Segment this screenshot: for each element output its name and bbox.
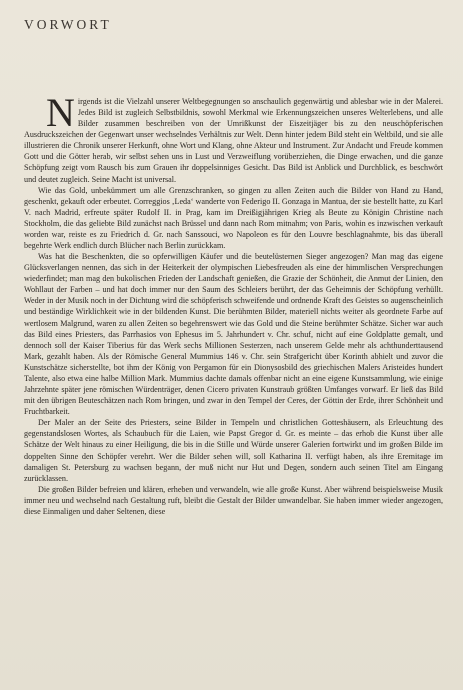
paragraph-1 bbox=[24, 90, 443, 185]
paragraph-2: Wie das Gold, unbekümmert um alle Grenzschranken, so gingen zu allen Zeiten auch die Bilder von Hand zu Hand, geschenkt, gekauft oder erbeutet. Correggios ‚Leda‘ wanderte von Federigo II. Gonzaga in Mantua, der sie bestellt hatte, zu Karl V. nach Madrid, erfreute später Rudolf II. in Prag, kam im Dreißigjährigen Krieg als Beute zu Königin Christine nach Stockholm, die das geliebte Bild zunächst nach Brüssel und dann nach Rom mitnahm; von Paris, wohin es inzwischen verkauft worden war, reiste es zu Friedrich d. Gr. nach Sanssouci, wo Napoleon es für den Louvre beschlagnahmte, bis das überall begehrte Werk endlich durch Blücher nach Berlin zurückkam. bbox=[24, 185, 443, 251]
paragraph-4: Der Maler an der Seite des Priesters, seine Bilder in Tempeln und christlichen Gotteshäusern, als Erleuchtung des gegenstandslosen Wortes, als Schaubuch für die Laien, wie Papst Gregor d. Gr. es meinte – das erhob die Kunst über alle Schätze der Welt hinaus zu einer Heiligung, die bis in die Stille und Würde unserer Galerien fortwirkt und im großen Bilde im doppelten Sinne den Schöpfer verehrt. Wer die Bilder sehen will, soll Katharina II. verfügt haben, als ihre Eremitage im damaligen St. Petersburg zu wachsen begann, der muß nicht nur Hut und Degen, sondern auch seinen Titel am Eingang zurücklassen. bbox=[24, 418, 443, 483]
page-title: VORWORT bbox=[24, 17, 112, 32]
paragraph-5: Die großen Bilder befreien und klären, erheben und verwandeln, wie alle große Kunst. Aber während beispielsweise Musik immer neu und wechselnd nach Gestaltung ruft, bleibt die Gestalt der Bilder unwandelbar. Sie haben immer wieder angezogen, diese Einmaligen und daher Seltenen, diese bbox=[24, 484, 443, 516]
preface-text bbox=[24, 90, 443, 517]
paragraph-1-text: irgends ist die Vielzahl unserer Weltbegegnungen so anschaulich gegenwärtig und ablesbar wie in der Malerei. Jedes Bild ist zugleich Selbstbildnis, sowohl Merkmal wie Erkennungszeichen unseres Welterlebens, und alle Bilder zusammen beschreiben von der Umrißkunst der Eiszeitjäger bis zu den neuschöpferischen Ausdruckszeichen der Gegenwart unser wechselndes Verhältnis zur Welt. Denn hinter jedem Bild steht ein Weltbild, und sie alle illustrieren die Chronik unserer Herkunft, ohne Wort und Klang, ohne Akteur und Instrument. Zur Andacht und Freude kommen Gott und die Götter herab, wir selbst sehen uns in Lust und Verzweiflung vorüberziehen, die Dinge erwachen, und die ganze Schöpfung zeigt vom Rausch bis zum Grauen ihr doppelsinniges Gesicht. Das Bild ist Anblick und Durchblick, es beschwört und deutet zugleich. Seine Macht ist universal. bbox=[24, 97, 443, 184]
drop-cap: N bbox=[46, 90, 75, 135]
paragraph-3: Was hat die Beschenkten, die so opferwilligen Käufer und die beutelüsternen Sieger angezogen? Man mag das eigene Glücksverlangen nennen, das sich in der Heiterkeit der olympischen Liebesfreuden als eine der himmlischen Versprechungen wiederfindet; man mag den bukolischen Frieden der Landschaft genießen, die Grazie der Schönheit, die Anmut der Linien, den Wohllaut der Farben – und hat doch immer nur den Saum des Schleiers berührt, der das Geheimnis der Schöpfung verhüllt. Weder in der Musik noch in der Dichtung wird die schöpferisch schweifende und ordnende Kraft des Geistes so augenscheinlich und beständige Wirklichkeit wie in der bildenden Kunst. Die berühmten Bilder, materiell nichts weiter als geordnete Farbe auf wertlosem Malgrund, waren zu allen Zeiten so begehrenswert wie das Gold und die Steine berühmter Schätze. Sicher war auch das Bild eines Priesters, das Parrhasios von Ephesus im 5. Jahrhundert v. Chr. schuf, nicht auf eine Goldplatte gemalt, und dennoch soll der Kaiser Tiberius für das Werk sechs Millionen Sesterzen, nach unserem Gelde mehr als achthunderttausend Mark, gezahlt haben. Als der Römische General Mummius 146 v. Chr. sein Strafgericht über Korinth abhielt und zuvor die Kunstschätze sicherstellte, bot ihm der König von Pergamon für ein Dionysosbild des griechischen Malers Aristeides hundert Talente, also etwa eine halbe Million Mark. Mummius dachte damals offenbar nicht an eine eigene Kunstsammlung, wie einige Jahrzehnte später jene römischen Würdenträger, denen Cicero privaten Kunstraub größten Umfanges vorwarf. Er ließ das Bild mit den übrigen Beuteschätzen nach Rom bringen, und zwar in den Tempel der Ceres, der Göttin der Erde, ihrer Schönheit und Fruchtbarkeit. bbox=[24, 252, 443, 417]
